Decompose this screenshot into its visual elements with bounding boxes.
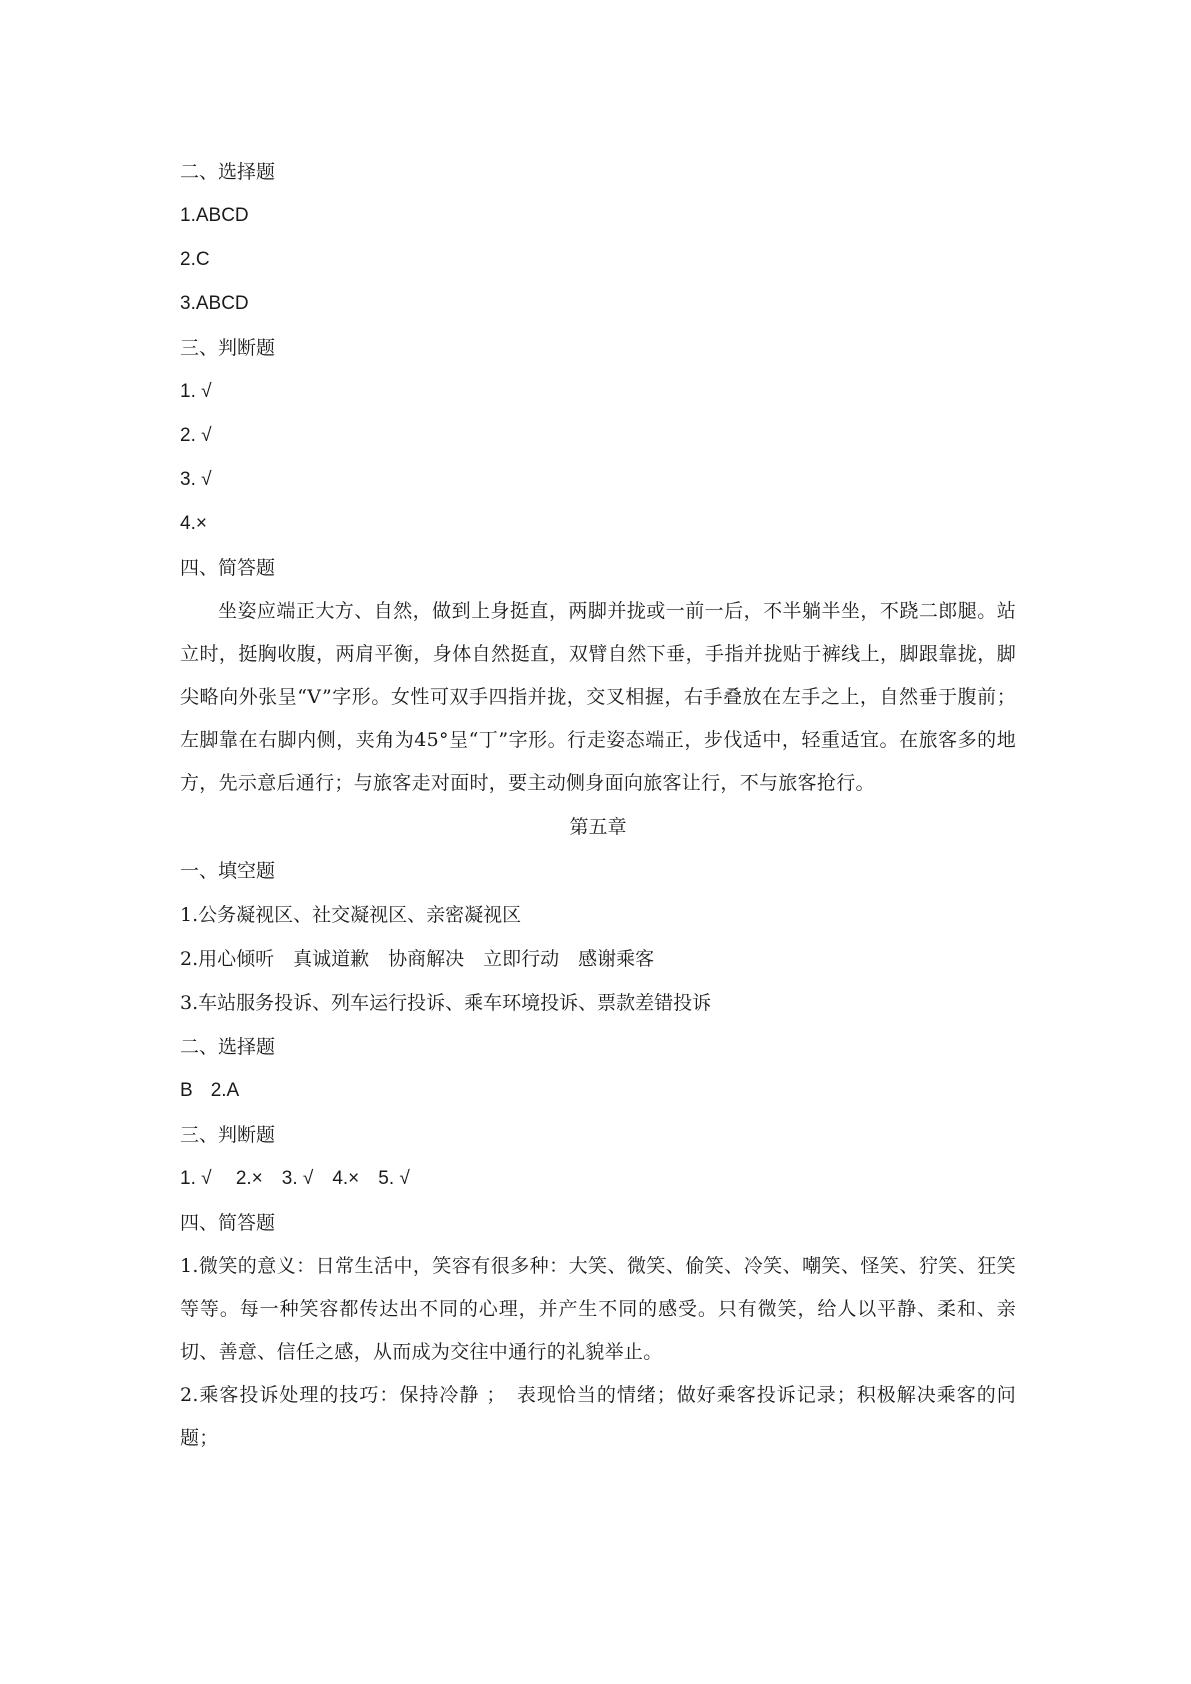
answer-line: 1.ABCD — [180, 205, 249, 226]
choice-answer-1: B — [180, 1080, 193, 1101]
answer-line: 3.车站服务投诉、列车运行投诉、乘车环境投诉、票款差错投诉 — [180, 992, 712, 1014]
section-heading-choice: 二、选择题 — [180, 1036, 276, 1058]
answer-line: 4.× — [180, 513, 207, 534]
answer-line: 2.用心倾听 真诚道歉 协商解决 立即行动 感谢乘客 — [180, 948, 655, 970]
section-heading-judge: 三、判断题 — [180, 1124, 276, 1146]
answer-paragraph: 1.微笑的意义：日常生活中，笑容有很多种：大笑、微笑、偷笑、冷笑、嘲笑、怪笑、狞笑、狂笑等等。每一种笑容都传达出不同的心理，并产生不同的感受。只有微笑，给人以平静、柔和、亲切、善意、信任之感，从而成为交往中通行的礼貌举止。 — [180, 1255, 1016, 1363]
section-heading-choice: 二、选择题 — [180, 161, 276, 183]
answer-paragraph: 2.乘客投诉处理的技巧：保持冷静 ； 表现恰当的情绪；做好乘客投诉记录；积极解决乘客的问题； — [180, 1384, 1016, 1449]
answer-line: 1.公务凝视区、社交凝视区、亲密凝视区 — [180, 904, 522, 926]
section-heading-short-answer: 四、简答题 — [180, 557, 276, 579]
answer-line: 3. √ — [180, 469, 212, 490]
essay-paragraph: 坐姿应端正大方、自然，做到上身挺直，两脚并拢或一前一后，不半躺半坐，不跷二郎腿。站立时，挺胸收腹，两肩平衡，身体自然挺直，双臂自然下垂，手指并拢贴于裤线上，脚跟靠拢，脚尖略向外张呈“V”字形。女性可双手四指并拢，交叉相握，右手叠放在左手之上，自然垂于腹前；左脚靠在右脚内侧，夹角为45°呈“丁”字形。行走姿态端正，步伐适中，轻重适宜。在旅客多的地方，先示意后通行；与旅客走对面时，要主动侧身面向旅客让行，不与旅客抢行。 — [180, 600, 1016, 794]
answer-line: 2.C — [180, 249, 210, 270]
answer-line: 3.ABCD — [180, 293, 249, 314]
answer-line: 1. √ — [180, 381, 212, 402]
section-heading-judge: 三、判断题 — [180, 337, 276, 359]
choice-answer-2: 2.A — [210, 1080, 240, 1101]
section-heading-short-answer: 四、简答题 — [180, 1212, 276, 1234]
answer-line: 1. √ 2.× 3. √ 4.× 5. √ — [180, 1168, 410, 1189]
section-heading-fill: 一、填空题 — [180, 860, 276, 882]
answer-line: 2. √ — [180, 425, 212, 446]
document-content — [180, 150, 1016, 1460]
chapter-title: 第五章 — [569, 816, 627, 838]
answer-line — [180, 1069, 1016, 1113]
